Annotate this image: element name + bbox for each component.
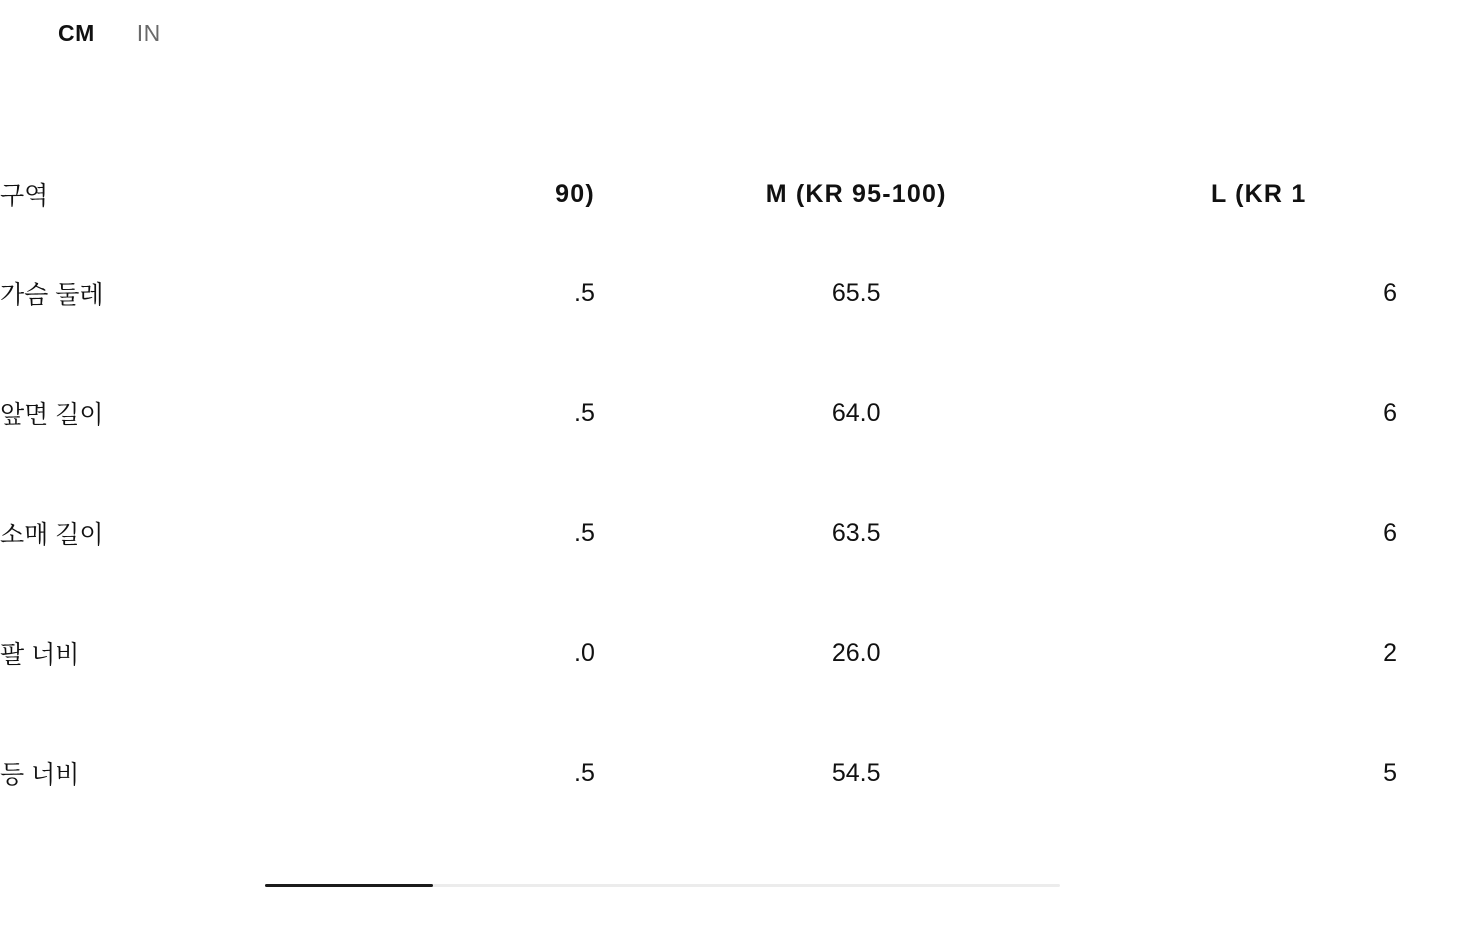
row-label: 소매 길이 bbox=[0, 521, 104, 549]
unit-tab-cm[interactable]: CM bbox=[58, 20, 95, 46]
cell-value: 6 bbox=[1383, 518, 1397, 547]
row-label: 팔 너비 bbox=[0, 641, 80, 669]
row-label: 가슴 둘레 bbox=[0, 281, 104, 309]
column-header-region: 구역 bbox=[0, 182, 49, 210]
cell-value: .5 bbox=[574, 518, 595, 547]
cell-value: 6 bbox=[1383, 278, 1397, 307]
table-row bbox=[0, 473, 1460, 593]
cell-value: 26.0 bbox=[831, 638, 881, 667]
column-header-size-s: 90) bbox=[555, 179, 595, 208]
cell-value: 63.5 bbox=[831, 518, 881, 547]
size-table-scroll-container[interactable] bbox=[0, 155, 1397, 833]
table-header-row bbox=[0, 155, 1460, 233]
column-header-size-l: L (KR 1 bbox=[1210, 179, 1307, 208]
unit-toggle[interactable] bbox=[58, 20, 161, 47]
column-header-size-m: M (KR 95-100) bbox=[765, 179, 947, 208]
cell-value: .5 bbox=[574, 278, 595, 307]
horizontal-scrollbar-track[interactable] bbox=[265, 884, 1060, 887]
table-row bbox=[0, 593, 1460, 713]
table-row bbox=[0, 233, 1460, 353]
cell-value: .0 bbox=[574, 638, 595, 667]
row-label: 등 너비 bbox=[0, 761, 80, 789]
unit-tab-in[interactable]: IN bbox=[136, 20, 161, 46]
size-table bbox=[0, 155, 1460, 833]
table-row bbox=[0, 353, 1460, 473]
cell-value: .5 bbox=[574, 398, 595, 427]
cell-value: 54.5 bbox=[831, 758, 881, 787]
table-row bbox=[0, 713, 1460, 833]
cell-value: 2 bbox=[1383, 638, 1397, 667]
row-label: 앞면 길이 bbox=[0, 401, 104, 429]
cell-value: .5 bbox=[574, 758, 595, 787]
cell-value: 6 bbox=[1383, 398, 1397, 427]
cell-value: 5 bbox=[1383, 758, 1397, 787]
cell-value: 65.5 bbox=[831, 278, 881, 307]
cell-value: 64.0 bbox=[831, 398, 881, 427]
horizontal-scrollbar-thumb[interactable] bbox=[265, 884, 433, 887]
